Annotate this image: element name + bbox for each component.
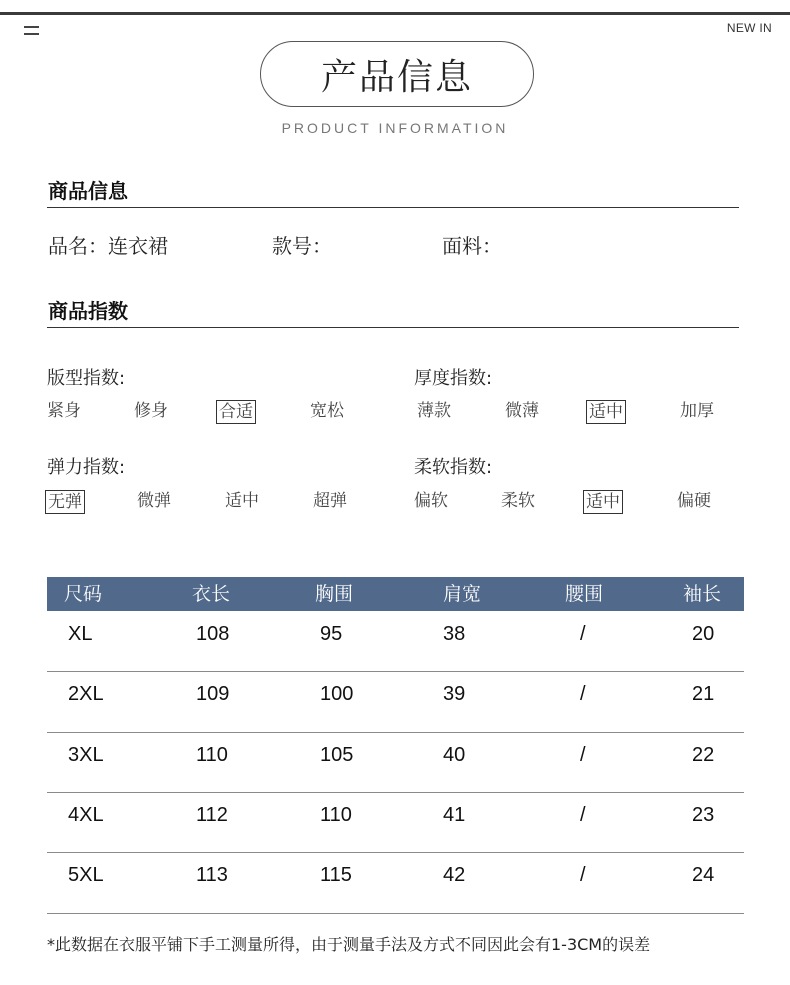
row-divider (47, 913, 744, 914)
softness-option-selected: 适中 (583, 490, 623, 514)
new-in-label: NEW IN (726, 21, 772, 35)
row-divider (47, 792, 744, 793)
cell-sleeve: 20 (692, 623, 715, 645)
cell-chest: 110 (320, 804, 352, 826)
cell-waist: / (580, 804, 586, 826)
softness-option: 柔软 (501, 491, 535, 511)
row-divider (47, 671, 744, 672)
thickness-index-label: 厚度指数: (414, 368, 493, 389)
cell-chest: 115 (320, 864, 352, 886)
fit-index-label: 版型指数: (47, 368, 126, 389)
header-length: 衣长 (192, 583, 231, 605)
cell-length: 113 (196, 864, 228, 886)
cell-shoulder: 42 (443, 864, 466, 886)
thickness-option-selected: 适中 (586, 400, 626, 424)
page-subtitle: PRODUCT INFORMATION (281, 120, 509, 136)
measurement-note: *此数据在衣服平铺下手工测量所得，由于测量手法及方式不同因此会有1-3CM的误差 (47, 935, 651, 954)
cell-shoulder: 41 (443, 804, 466, 826)
product-style-no: 款号： (272, 234, 332, 258)
cell-length: 110 (196, 744, 228, 766)
fit-option: 修身 (134, 401, 168, 421)
product-info-heading: 商品信息 (48, 179, 128, 203)
fit-option-selected: 合适 (216, 400, 256, 424)
thickness-option: 加厚 (680, 401, 714, 421)
thickness-option: 微薄 (505, 401, 539, 421)
cell-waist: / (580, 623, 586, 645)
product-index-heading: 商品指数 (48, 299, 128, 323)
cell-shoulder: 38 (443, 623, 466, 645)
cell-length: 109 (196, 683, 230, 705)
product-fabric: 面料： (442, 234, 502, 258)
product-index-divider (47, 327, 739, 328)
header-sleeve: 袖长 (683, 583, 722, 605)
cell-size: 5XL (68, 864, 104, 886)
elasticity-option: 适中 (225, 491, 259, 511)
elasticity-option: 微弹 (137, 491, 171, 511)
softness-option: 偏硬 (677, 491, 711, 511)
fit-option: 宽松 (310, 401, 344, 421)
cell-size: XL (68, 623, 93, 645)
cell-sleeve: 21 (692, 683, 715, 705)
elasticity-index-label: 弹力指数: (47, 457, 126, 478)
elasticity-option: 超弹 (313, 491, 347, 511)
page-title: 产品信息 (320, 56, 473, 98)
cell-sleeve: 22 (692, 744, 715, 766)
row-divider (47, 732, 744, 733)
cell-length: 108 (196, 623, 230, 645)
row-divider (47, 852, 744, 853)
elasticity-option-selected: 无弹 (45, 490, 85, 514)
header-waist: 腰围 (565, 583, 604, 605)
cell-size: 2XL (68, 683, 104, 705)
product-name: 品名：连衣裙 (48, 234, 168, 258)
softness-option: 偏软 (414, 491, 448, 511)
cell-shoulder: 40 (443, 744, 466, 766)
cell-size: 3XL (68, 744, 104, 766)
cell-size: 4XL (68, 804, 104, 826)
cell-length: 112 (196, 804, 228, 826)
cell-shoulder: 39 (443, 683, 466, 705)
header-shoulder: 肩宽 (443, 583, 482, 605)
cell-sleeve: 23 (692, 804, 715, 826)
cell-chest: 105 (320, 744, 354, 766)
cell-waist: / (580, 744, 586, 766)
product-info-divider (47, 207, 739, 208)
cell-waist: / (580, 683, 586, 705)
cell-chest: 100 (320, 683, 354, 705)
cell-chest: 95 (320, 623, 343, 645)
header-size: 尺码 (64, 583, 103, 605)
size-table-header (47, 577, 744, 611)
cell-sleeve: 24 (692, 864, 715, 886)
thickness-option: 薄款 (417, 401, 451, 421)
header-chest: 胸围 (315, 583, 354, 605)
title-pill (260, 41, 534, 107)
top-divider (0, 12, 790, 15)
softness-index-label: 柔软指数: (414, 457, 493, 478)
cell-waist: / (580, 864, 586, 886)
fit-option: 紧身 (47, 401, 81, 421)
menu-icon[interactable] (24, 26, 39, 36)
